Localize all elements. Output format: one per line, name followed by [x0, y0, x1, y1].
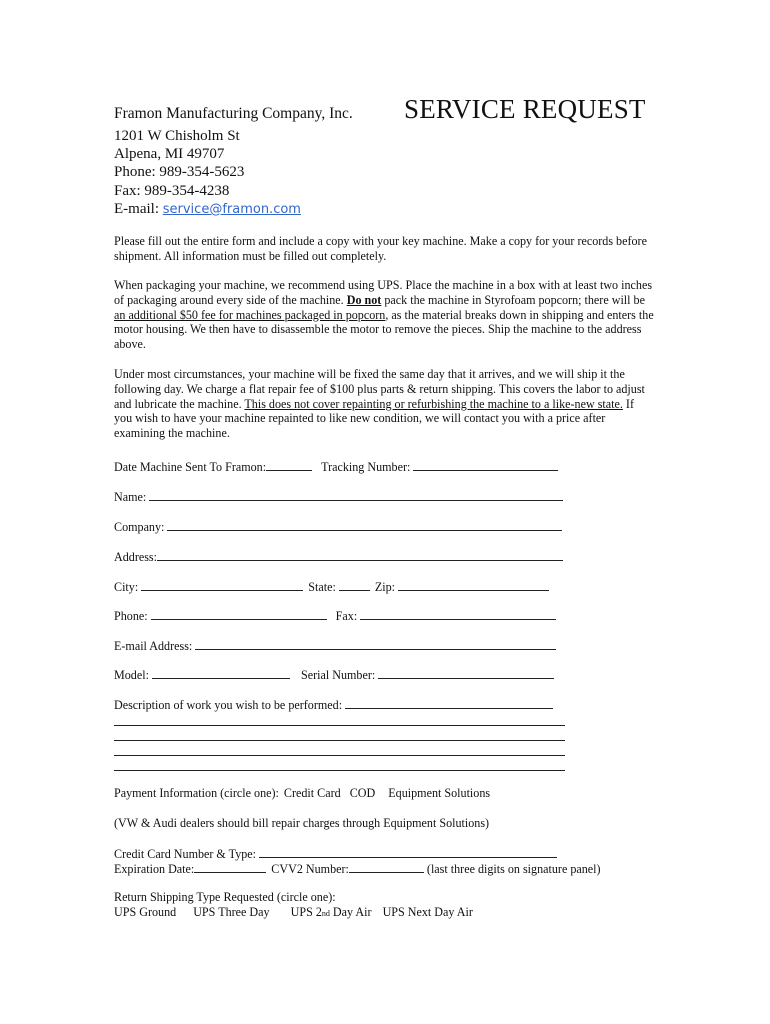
page-title: SERVICE REQUEST — [404, 94, 646, 124]
email-address-label: E-mail Address: — [114, 639, 193, 653]
address-row — [114, 549, 563, 565]
company-phone: Phone: 989-354-5623 — [114, 164, 245, 181]
repair-paragraph — [114, 367, 654, 441]
description-row — [114, 697, 553, 713]
second-day-text-b: Day Air — [329, 905, 372, 919]
second-day-text-a: UPS 2 — [290, 905, 322, 919]
packaging-text-2: pack the machine in Styrofoam popcorn; there will be — [381, 292, 645, 307]
fax-label: Fax: — [335, 609, 358, 623]
description-line-5[interactable] — [114, 770, 565, 771]
vw-note-row: (VW & Audi dealers should bill repair charges through Equipment Solutions) — [114, 816, 490, 830]
packaging-text-1: When packaging your machine, we recommend using UPS. Place the machine in a box with at least two inches of packaging around every side of the machine. — [114, 278, 653, 307]
company-fax: Fax: 989-354-4238 — [114, 182, 230, 199]
address-label: Address: — [114, 550, 157, 564]
company-row — [114, 519, 562, 535]
serial-label: Serial Number: — [301, 668, 376, 682]
company-email-line — [114, 200, 353, 219]
company-field[interactable] — [167, 519, 562, 531]
city-label: City: — [114, 580, 139, 594]
repair-text-2: If you wish to have your machine repainted to like new condition, we will contact you with a price after examining the machine. — [114, 396, 634, 441]
expiration-label: Expiration Date: — [114, 862, 195, 876]
name-label: Name: — [114, 490, 147, 504]
description-line-4[interactable] — [114, 755, 565, 756]
name-row — [114, 489, 563, 505]
shipping-option-second-day[interactable] — [291, 905, 372, 919]
description-line-3[interactable] — [114, 740, 565, 741]
state-field[interactable] — [339, 579, 370, 591]
shipping-option-ground[interactable]: UPS Ground — [114, 905, 177, 919]
city-field[interactable] — [141, 579, 303, 591]
expiration-field[interactable] — [194, 861, 266, 873]
date-sent-field[interactable] — [266, 459, 312, 471]
model-label: Model: — [114, 668, 149, 682]
company-name: Framon Manufacturing Company, Inc. — [114, 105, 353, 122]
shipping-options-row — [114, 905, 473, 920]
tracking-field[interactable] — [413, 459, 558, 471]
cvv-label: CVV2 Number: — [271, 862, 349, 876]
popcorn-fee-note: an additional $50 fee for machines packaged in popcorn — [114, 307, 386, 322]
model-serial-row — [114, 667, 554, 683]
expiration-cvv-row — [114, 861, 601, 877]
date-sent-label: Date Machine Sent To Framon: — [114, 460, 267, 474]
shipping-label: Return Shipping Type Requested (circle one): — [114, 890, 336, 904]
description-line-2[interactable] — [114, 725, 565, 726]
payment-row — [114, 786, 490, 801]
zip-label: Zip: — [374, 580, 396, 594]
payment-option-equipment-solutions[interactable]: Equipment Solutions — [388, 786, 491, 800]
email-label: E-mail: — [114, 200, 163, 217]
tracking-label: Tracking Number: — [321, 460, 411, 474]
payment-option-cod[interactable]: COD — [349, 786, 376, 800]
repair-text-1: Under most circumstances, your machine will be fixed the same day that it arrives, and we will ship it the following day. We charge a flat repair fee of $100 plus parts & return shipping. This covers the labor to adjust and lubricate the machine. — [114, 367, 645, 411]
state-label: State: — [308, 580, 336, 594]
cc-number-row — [114, 846, 557, 862]
company-street: 1201 W Chisholm St — [114, 128, 240, 144]
intro-paragraph: Please fill out the entire form and include a copy with your key machine. Make a copy for your records before shipment. All information must be filled out completely. — [114, 234, 647, 263]
repaint-note: This does not cover repainting or refurbishing the machine to a like-new state. — [244, 396, 623, 411]
cc-number-field[interactable] — [259, 846, 557, 858]
do-not-emphasis: Do not — [346, 292, 382, 307]
packaging-text-3: , as the material breaks down in shipping and enters the motor housing. We then have to disassemble the motor to remove the pieces. Ship the machine to the address above. — [114, 307, 654, 352]
address-field[interactable] — [157, 549, 563, 561]
payment-option-credit-card[interactable]: Credit Card — [283, 786, 341, 800]
payment-label: Payment Information (circle one): — [114, 786, 279, 800]
city-state-zip-row — [114, 579, 549, 595]
cc-number-label: Credit Card Number & Type: — [114, 847, 257, 861]
company-label: Company: — [114, 520, 165, 534]
phone-fax-row — [114, 608, 556, 624]
description-label: Description of work you wish to be performed: — [114, 698, 343, 712]
date-tracking-row — [114, 459, 558, 475]
cvv-note: (last three digits on signature panel) — [426, 862, 601, 876]
fax-field[interactable] — [360, 608, 556, 620]
email-link[interactable]: service@framon.com — [162, 201, 301, 217]
second-day-sup: nd — [321, 909, 330, 918]
company-block — [114, 105, 353, 219]
description-field-line-1[interactable] — [345, 697, 553, 709]
email-row — [114, 638, 556, 654]
phone-field[interactable] — [151, 608, 327, 620]
cvv-field[interactable] — [349, 861, 424, 873]
shipping-option-next-day[interactable]: UPS Next Day Air — [382, 905, 473, 919]
packaging-paragraph — [114, 278, 654, 352]
phone-label: Phone: — [114, 609, 148, 623]
model-field[interactable] — [152, 667, 290, 679]
name-field[interactable] — [149, 489, 563, 501]
email-address-field[interactable] — [195, 638, 556, 650]
company-city: Alpena, MI 49707 — [114, 146, 225, 163]
shipping-option-three-day[interactable]: UPS Three Day — [193, 905, 270, 919]
zip-field[interactable] — [398, 579, 549, 591]
serial-field[interactable] — [378, 667, 554, 679]
